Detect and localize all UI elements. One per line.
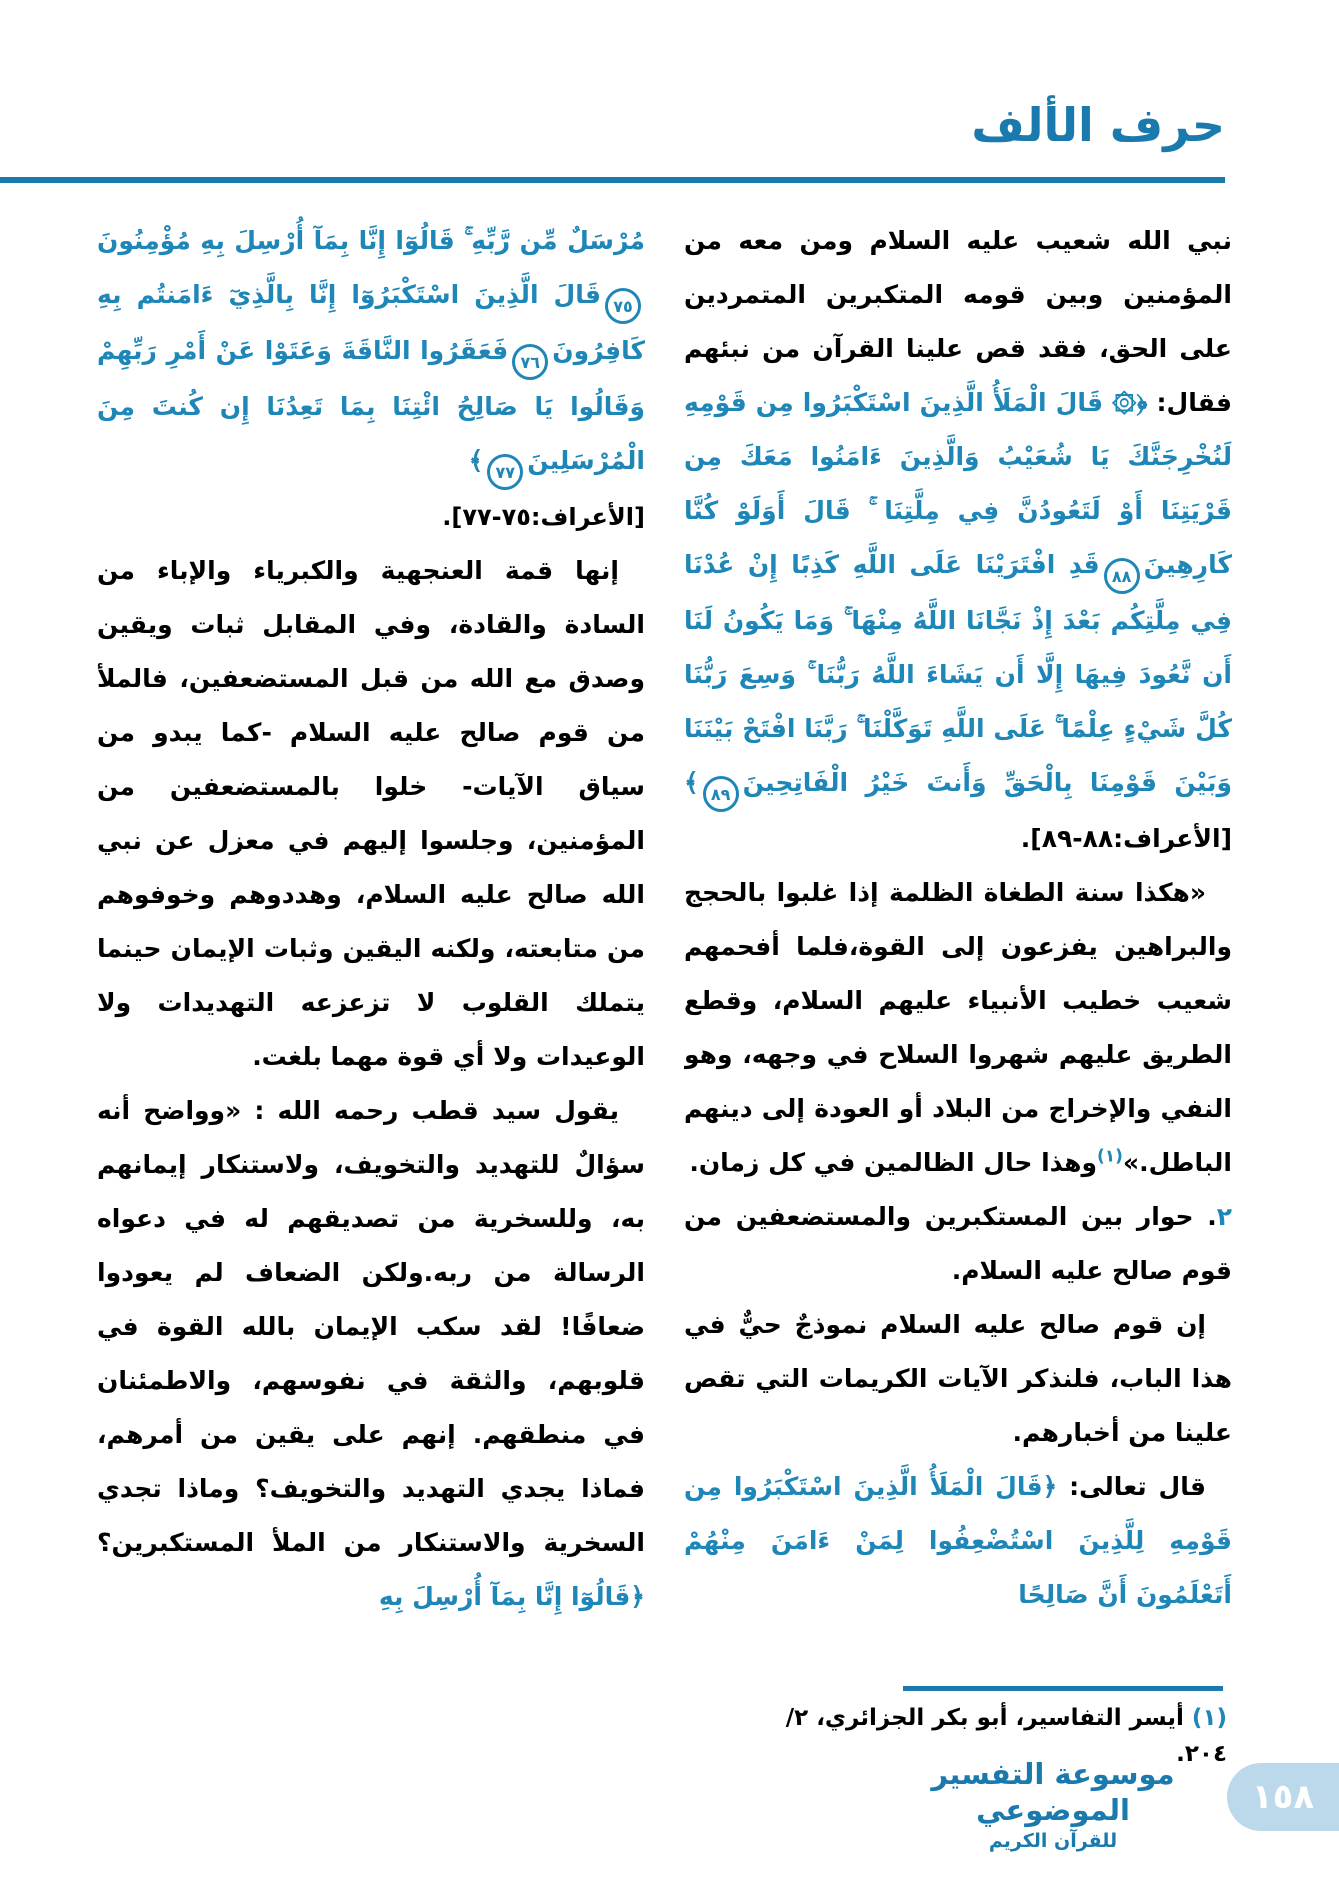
publisher-logo-title: موسوعة التفسير الموضوعي [931,1757,1175,1827]
quran-verse-76: قَالَ الَّذِينَ اسْتَكْبَرُوٓا إِنَّا بِالَّذِيٓ ءَامَنتُم بِهِ كَافِرُونَ [97,280,645,365]
body-text: وهذا حال الظالمين في كل زمان. [689,1148,1097,1177]
ayah-number: ٧٦ [520,353,541,372]
footnote-reference-mark: (١) [1096,1146,1123,1167]
ayah-number: ٨٩ [710,785,731,804]
quran-verse-start: ﴿قَالُوٓا إِنَّا بِمَآ أُرْسِلَ بِهِ [378,1582,645,1611]
right-column [684,214,1232,1680]
quote-paragraph [97,1084,645,1624]
quran-verse-89: قَدِ افْتَرَيْنَا عَلَى اللَّهِ كَذِبًا إِنْ عُدْنَا فِي مِلَّتِكُم بَعْدَ إِذْ نَجَّانَا اللَّهُ مِنْهَا ۚ وَمَا يَكُونُ لَنَا أَن نَّعُودَ فِيهَا إِلَّا أَن يَشَاءَ اللَّهُ رَبُّنَا ۚ وَسِعَ رَبُّنَا كُلَّ شَيْءٍ عِلْمًا ۚ عَلَى اللَّهِ تَوَكَّلْنَا ۚ رَبَّنَا افْتَحْ بَيْنَنَا وَبَيْنَ قَوْمِنَا بِالْحَقِّ وَأَنتَ خَيْرُ الْفَاتِحِينَ [684,550,1232,797]
publisher-logo [907,1756,1199,1854]
body-paragraph: إنها قمة العنجهية والكبرياء والإباء من السادة والقادة، وفي المقابل ثبات ويقين وصدق مع الله من قبل المستضعفين، فالملأ من قوم صالح عليه السلام -كما يبدو من سياق الآيات- خلوا بالمستضعفين من المؤمنين، وجلسوا إليهم في معزل عن نبي الله صالح عليه السلام، وهددوهم وخوفوهم من متابعته، ولكنه اليقين وثبات الإيمان حينما يتملك القلوب لا تزعزعه التهديدات ولا الوعيدات ولا أي قوة مهما بلغت. [97,556,645,1071]
footnote-separator-rule [903,1686,1223,1691]
section-heading [684,1190,1232,1298]
quran-verse-77: فَعَقَرُوا النَّاقَةَ وَعَتَوْا عَنْ أَمْرِ رَبِّهِمْ وَقَالُوا يَا صَالِحُ ائْتِنَا بِمَا تَعِدُنَا إِن كُنتَ مِنَ الْمُرْسَلِينَ [97,336,645,475]
quote-paragraph [684,866,1232,1190]
intro-paragraph [684,214,1232,866]
ayah-number: ٧٥ [613,297,633,316]
ayah-number-77-badge [487,454,523,490]
ayah-number-88-badge [1104,558,1140,594]
verse-reference: [الأعراف:٨٨-٨٩]. [1020,824,1232,853]
footnote-text: أيسر التفاسير، أبو بكر الجزائري، ٢/ ٢٠٤. [785,1705,1227,1767]
body-text: يقول سيد قطب رحمه الله : «وواضح أنه سؤالٌ للتهديد والتخويف، ولاستنكار إيمانهم به، وللسخرية من تصديقهم له في دعواه الرسالة من ربه.ولكن الضعاف لم يعودوا ضعافًا! لقد سكب الإيمان بالله القوة في قلوبهم، والثقة في نفوسهم، والاطمئنان في منطقهم. إنهم على يقين من أمرهم، فماذا يجدي التهديد والتخويف؟ وماذا تجدي السخرية والاستنكار من الملأ المستكبرين؟ [97,1096,645,1557]
header-rule [0,177,1225,183]
left-column [97,214,645,1759]
quran-verse-75: مُرْسَلٌ مِّن رَّبِّهِ ۚ قَالُوٓا إِنَّا بِمَآ أُرْسِلَ بِهِ مُؤْمِنُونَ [97,226,645,255]
page-number-badge [1227,1763,1339,1831]
verse-reference: [الأعراف:٧٥-٧٧]. [442,503,645,531]
ayah-number-76-badge [512,344,548,380]
quran-close-bracket: ﴾ [468,446,484,475]
publisher-logo-subtitle: للقرآن الكريم [988,1830,1118,1852]
ayah-number-89-badge [703,776,739,812]
verse-intro-paragraph [684,1460,1232,1622]
ayah-number: ٨٨ [1111,567,1132,586]
quran-close-bracket: ﴾ [684,768,699,797]
quran-verse-88: ﴿۞ قَالَ الْمَلَأُ الَّذِينَ اسْتَكْبَرُوا مِن قَوْمِهِ لَنُخْرِجَنَّكَ يَا شُعَيْبُ وَالَّذِينَ ءَامَنُوا مَعَكَ مِن قَرْيَتِنَا أَوْ لَتَعُودُنَّ فِي مِلَّتِنَا ۚ قَالَ أَوَلَوْ كُنَّا كَارِهِينَ [684,388,1232,579]
ayah-number-75-badge [605,288,641,324]
body-paragraph: إن قوم صالح عليه السلام نموذجٌ حيٌّ في هذا الباب، فلنذكر الآيات الكريمات التي تقص علينا من أخبارهم. [684,1310,1232,1447]
body-text: قال تعالى: [1057,1472,1206,1501]
quran-verse-75-start: ﴿قَالَ الْمَلَأُ الَّذِينَ اسْتَكْبَرُوا مِن قَوْمِهِ لِلَّذِينَ اسْتُضْعِفُوا لِمَنْ ءَامَنَ مِنْهُمْ أَتَعْلَمُونَ أَنَّ صَالِحًا [684,1472,1232,1609]
footnote-marker: (١) [1191,1705,1227,1731]
section-title: . حوار بين المستكبرين والمستضعفين من قوم صالح عليه السلام. [684,1202,1232,1285]
body-text: نبي الله شعيب عليه السلام ومن معه من المؤمنين وبين قومه المتكبرين المتمردين على الحق، فقد قص علينا القرآن من نبئهم فقال: [684,226,1232,417]
page-number: ١٥٨ [1251,1777,1315,1817]
section-number: ٢ [1216,1202,1232,1231]
ayah-number: ٧٧ [495,463,515,482]
chapter-header-title: حرف الألف [971,98,1225,152]
body-text: «هكذا سنة الطغاة الظلمة إذا غلبوا بالحجج والبراهين يفزعون إلى القوة،فلما أفحمهم شعيب خطيب الأنبياء عليهم السلام، وقطع الطريق عليهم شهروا السلاح في وجهه، وهو النفي والإخراج من البلاد أو العودة إلى دينهم الباطل.» [684,878,1232,1177]
quran-block [97,214,645,490]
